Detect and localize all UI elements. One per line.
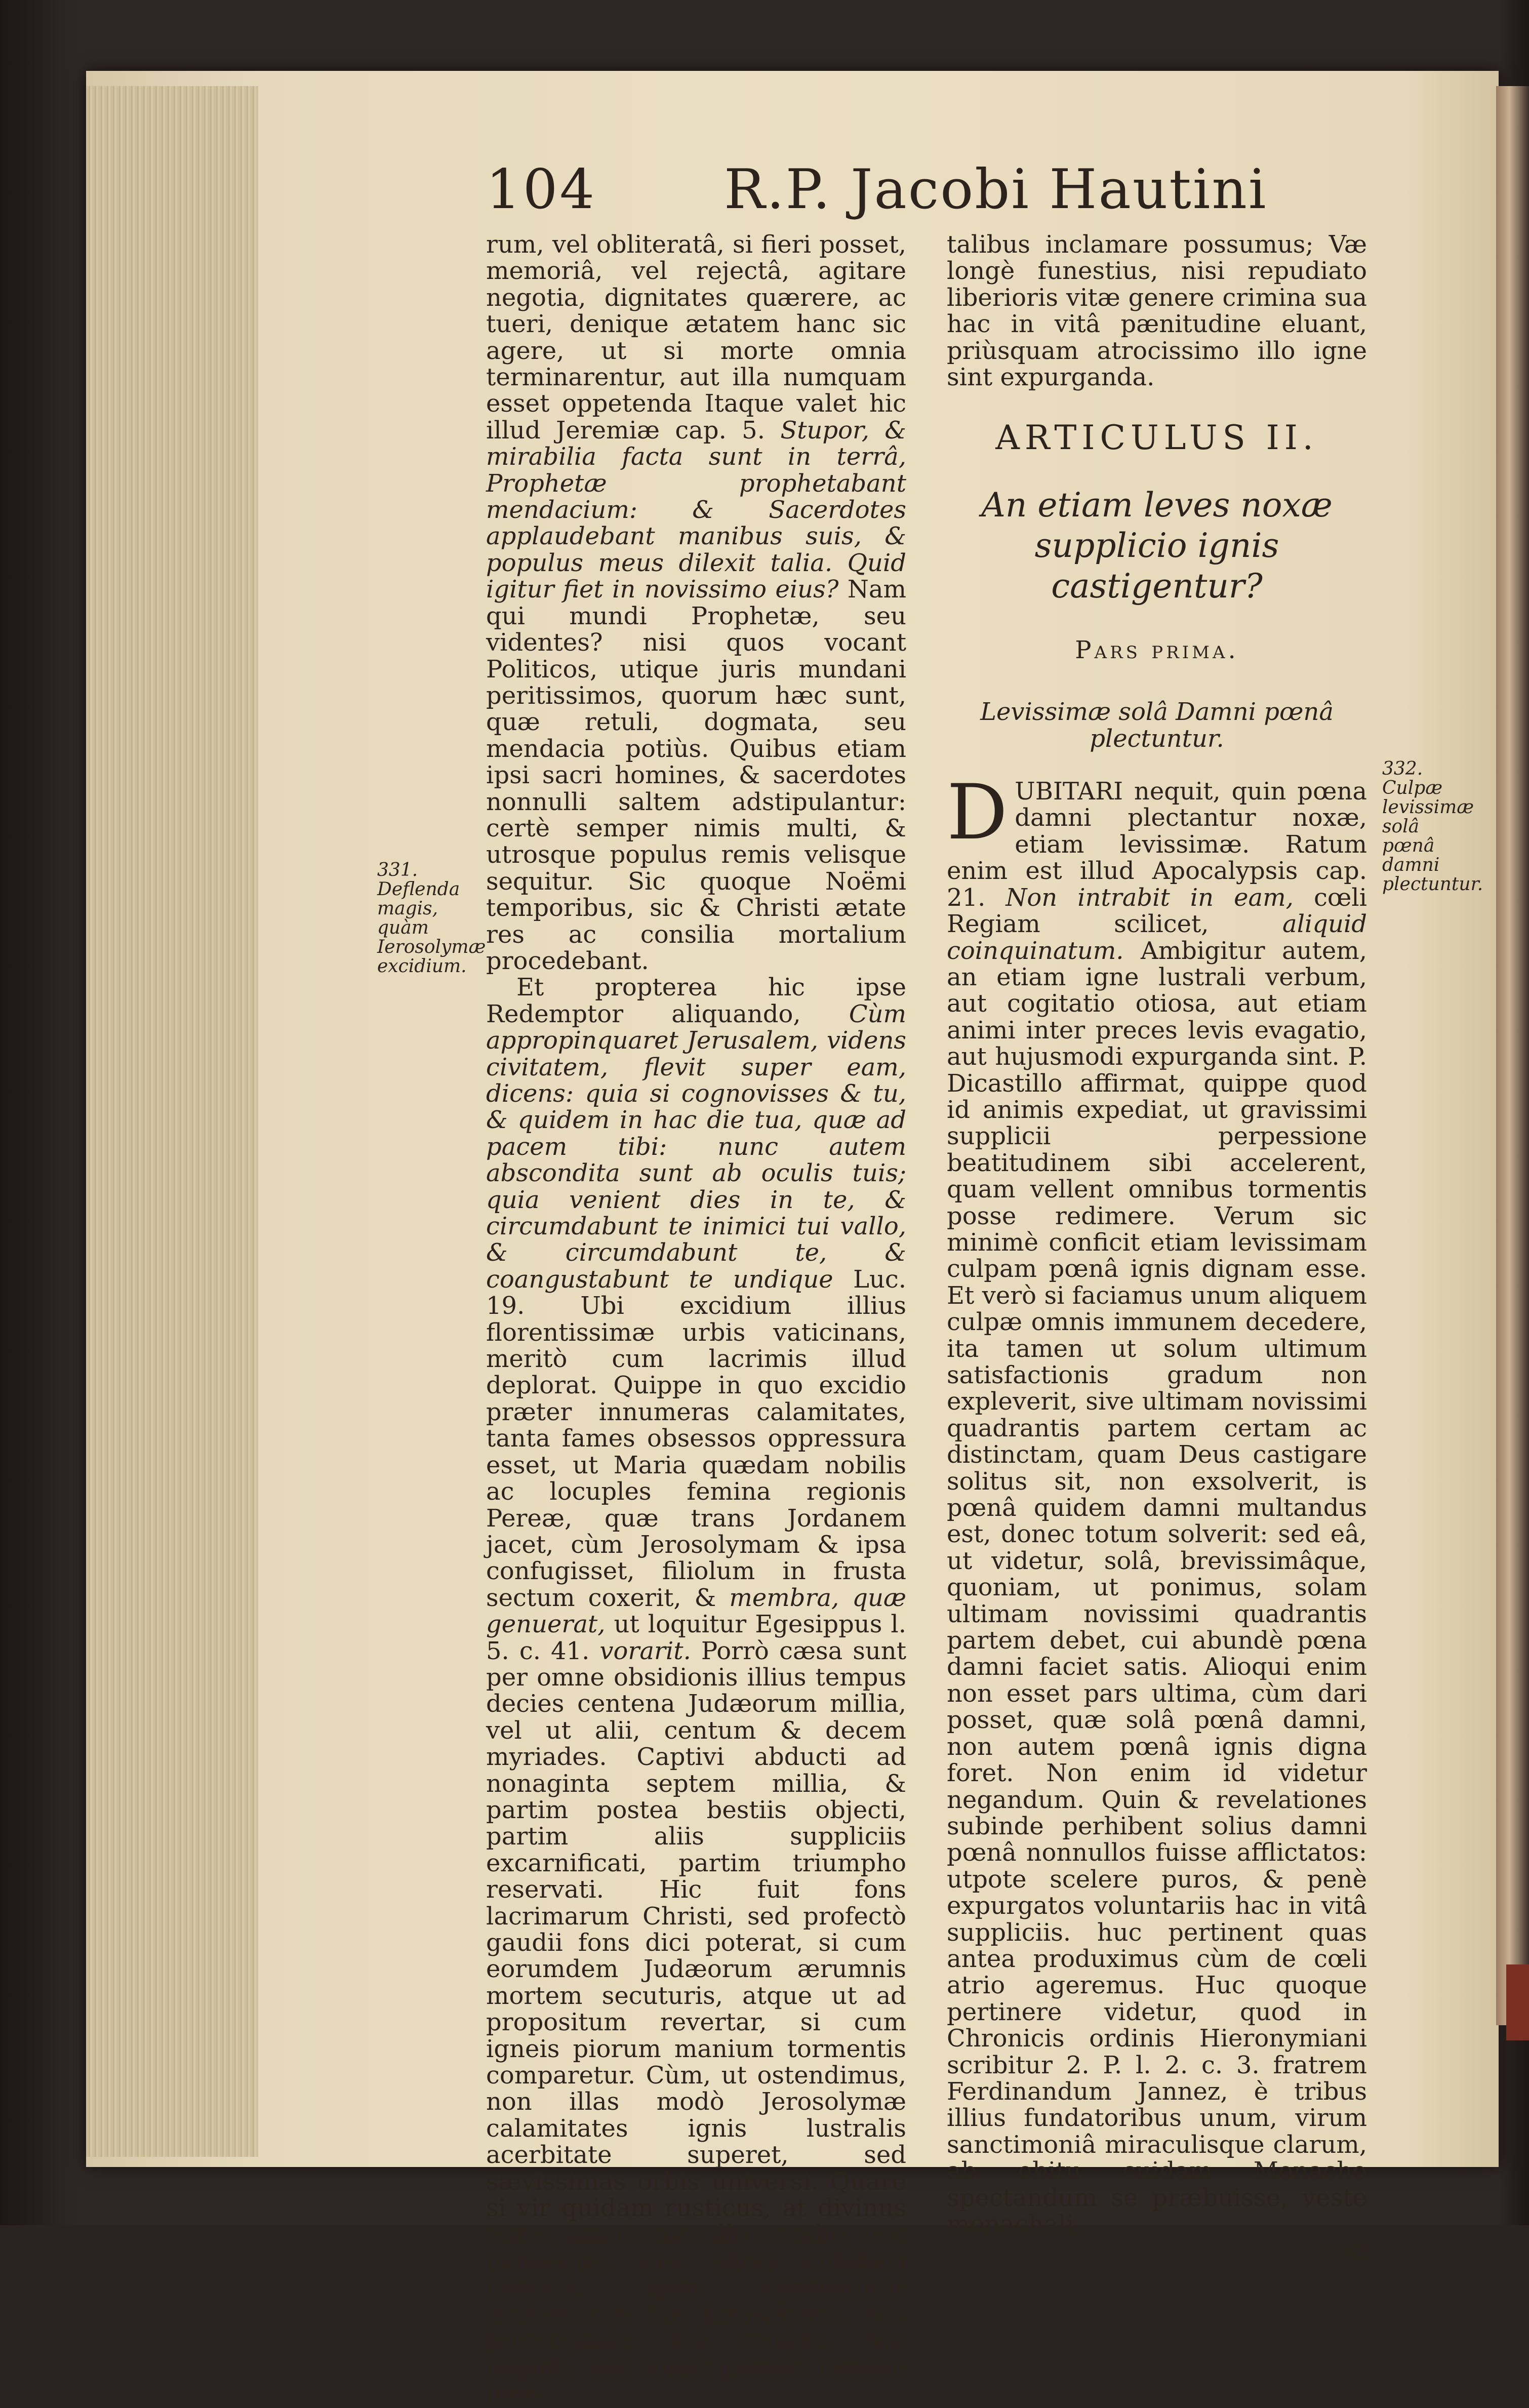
text-run: Luc. 19. Ubi excidium illius florentissimæ urbis vaticinans, meritò cum lacrimis illud deplorat. Quippe in quo excidio præter innumeras calamitates, tanta fames obsessos oppressura esset, ut Maria quædam nobilis ac locuples femina regionis Pereæ, quæ trans Jordanem jacet, cùm Jerosolymam & ipsa confugisset, filiolum in frusta sectum coxerit, & bbox=[486, 1265, 906, 1612]
margin-note-text: Deflenda magis, quàm Ierosolymæ excidium. bbox=[377, 879, 486, 977]
article-title: ARTICULUS II. bbox=[995, 418, 1318, 458]
page-edges bbox=[86, 86, 258, 2157]
left-column bbox=[486, 231, 906, 2407]
ribbon-marker bbox=[1506, 1964, 1529, 2040]
quotation: Non intrabit in eam, bbox=[1005, 883, 1294, 912]
paragraph bbox=[486, 974, 906, 2407]
text-run: rum, vel obliteratâ, si fieri posset, memoriâ, vel rejectâ, agitare negotia, dignitates quærere, ac tueri, denique ætatem hanc sic agere, ut si morte omnia terminarentur, aut illa numquam esset oppetenda Itaque valet hic illud Jeremiæ cap. 5. bbox=[486, 230, 906, 445]
quotation: Stupor, & mirabilia facta sunt in terrâ, Prophetæ prophetabant mendacium: & Sacerdotes applaudebant manibus suis, & populus meus dilexit talia. Quid igitur fiet in novissimo eius? bbox=[486, 416, 907, 604]
paragraph bbox=[486, 231, 906, 974]
page-number: 104 bbox=[486, 158, 597, 221]
right-column bbox=[947, 231, 1367, 2264]
quotation: vorarit. bbox=[599, 1636, 691, 1665]
text-run: cœli Regiam scilicet, bbox=[947, 883, 1367, 939]
margin-note-number: 331. bbox=[377, 860, 418, 880]
section-heading: Pars prima. bbox=[1075, 635, 1239, 664]
text-run: Et propterea hic ipse Redemptor aliquando, bbox=[486, 973, 906, 1028]
text-run: Porrò cæsa sunt per omne obsidionis illius tempus decies centena Judæorum millia, vel ut alii, centum & decem myriades. Captivi abducti ad nonaginta septem millia, & partim postea bestiis objecti, partim aliis suppliciis excarnificati, partim triumpho reservati. Hic fuit fons lacrimarum Christi, sed profectò gaudii fons dici poterat, si cum eorumdem Judæorum ærumnis mortem secuturis, atque ut ad propositum revertar, si cum igneis piorum manium tormentis comparetur. Cùm, ut ostendimus, non illas modò Jerosolymæ calamitates ignis lustralis acerbitate superet, sed sævissimas orbis universi. Quare si vir quidam rusticus, at divinus Vates, imminente illo excidio, nec tormentis, nec aliter cohiberi poterat, quin continenter exclamaret; Væ Jerosolymis, Væ Jerosolymis; Væ templo, Væ populo; nos longè potiori ratione mor- bbox=[486, 1636, 906, 2408]
quotation: Cùm appropinquaret Jerusalem, videns civitatem, flevit super eam, dicens: quia si cognovisses & tu, & quidem in hac die tua, quæ ad pacem tibi: nunc autem abscondita sunt ab oculis tuis; quia venient dies in te, & circumdabunt te inimici tui vallo, & circumdabunt te, & coangustabunt te undique bbox=[486, 999, 906, 1294]
paragraph bbox=[947, 769, 1367, 2238]
catchword: sed bbox=[1324, 2236, 1367, 2265]
text-run: Nam qui mundi Prophetæ, seu videntes? nisi quos vocant Politicos, utique juris mundani peritissimos, quorum hæc sunt, quæ retuli, dogmata, seu mendacia potiùs. Quibus etiam ipsi sacri homines, & sacerdotes nonnulli saltem adstipulantur: certè semper nimis multi, & utrosque populus remis velisque sequitur. Sic quoque Noëmi temporibus, sic & Christi ætate res ac consilia mortalium procedebant. bbox=[486, 575, 906, 975]
text-run: ut loquitur Egesippus l. 5. c. 41. bbox=[486, 1610, 906, 1665]
margin-note-number: 332. bbox=[1382, 758, 1423, 779]
section-subtitle: Levissimæ solâ Damni pœnâ plectuntur. bbox=[980, 698, 1334, 753]
facing-page-edge bbox=[1496, 86, 1529, 2025]
margin-note-332 bbox=[1382, 758, 1483, 895]
margin-note-331 bbox=[377, 861, 484, 976]
text-run: Ambigitur autem, an etiam igne lustrali verbum, aut cogitatio otiosa, aut etiam animi inter preces levis evagatio, aut hujusmodi expurganda sint. P. Dicastillo affirmat, quippe quod id animis expediat, ut gravissimi supplicii perpessione beatitudinem sibi accelerent, quam vellent omnibus tormentis posse redimere. Verum sic minimè conficit etiam levissimam culpam pœnâ ignis dignam esse. Et verò si faciamus unum aliquem culpæ omnis immunem decedere, ita tamen ut solum ultimum satisfactionis gradum non expleverit, sive ultimam novissimi quadrantis partem certam ac distinctam, quam Deus castigare solitus sit, non exsolverit, is pœnâ quidem damni multandus est, donec totum solverit: sed eâ, ut videtur, solâ, brevissimâque, quoniam, ut ponimus, solam ultimam novissimi quadrantis partem debet, cui abundè pœna damni faciet satis. Alioqui enim non esset pars ultima, cùm dari posset, quæ solâ pœnâ damni, non autem pœnâ ignis digna foret. Non enim id videtur negandum. Quin & revelationes subinde perhibent solius damni pœnâ nonnullos fuisse afflictatos: utpote scelere puros, & penè expurgatos voluntariis hac in vitâ suppliciis. huc pertinent quas antea produximus cùm de cœli atrio ageremus. Huc quoque pertinere videtur, quod in Chronicis ordinis Hieronymiani scribitur 2. P. l. 2. c. 3. fratrem Ferdinandum Jannez, è tribus illius fundatoribus unum, virum sanctimoniâ miraculisque clarum, ab obitu cuidam Monacho spectandum se præbuisse, veste monachali, bbox=[947, 936, 1367, 2238]
quotation: aliquid coinquinatum. bbox=[947, 910, 1367, 965]
running-head: R.P. Jacobi Hautini bbox=[724, 158, 1268, 221]
article-question: An etiam leves noxæ supplicio ignis castigentur? bbox=[981, 485, 1333, 606]
margin-note-text: Culpæ levissimæ solâ pœnâ damni plectuntur. bbox=[1382, 778, 1483, 895]
text-run: UBITARI nequit, quin pœna damni plectantur noxæ, etiam levissimæ. Ratum enim est illud Apocalypsis cap. 21. bbox=[947, 777, 1367, 912]
paragraph: talibus inclamare possumus; Væ longè funestius, nisi repudiato liberioris vitæ genere crimina sua hac in vitâ pænitudine eluant, priùsquam atrocissimo illo igne sint expurganda. bbox=[947, 230, 1367, 392]
drop-cap: D bbox=[947, 769, 1008, 857]
quotation: membra, quæ genuerat, bbox=[486, 1583, 906, 1639]
